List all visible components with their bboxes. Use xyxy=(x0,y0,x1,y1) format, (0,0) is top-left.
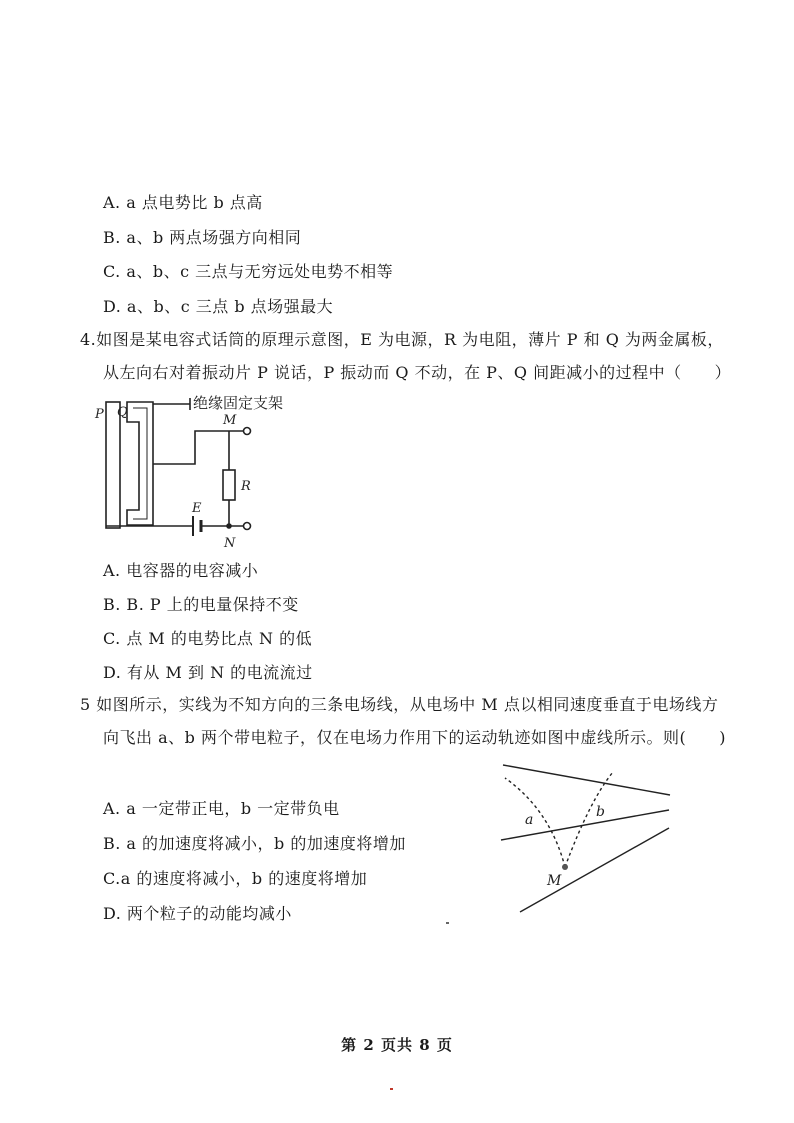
plate-q xyxy=(127,402,153,525)
q5-field-figure xyxy=(495,760,675,918)
q5-stem-line2: 向飞出 a、b 两个带电粒子，仅在电场力作用下的运动轨迹如图中虚线所示。则( ) xyxy=(103,728,726,747)
bracket-label: 绝缘固定支架 xyxy=(193,394,284,412)
q4-option-b: B. B. P 上的电量保持不变 xyxy=(103,595,299,614)
q4-stem-line2: 从左向右对着振动片 P 说话，P 振动而 Q 不动，在 P、Q 间距减小的过程中（ ） xyxy=(103,363,732,382)
label-q: Q xyxy=(117,405,128,420)
q4-option-c: C. 点 M 的电势比点 N 的低 xyxy=(103,629,313,648)
page-footer: 第 2 页共 8 页 xyxy=(341,1036,453,1054)
label-e: E xyxy=(192,501,202,516)
label-m: M xyxy=(223,413,237,428)
q5-stem-line1: 5 如图所示，实线为不知方向的三条电场线，从电场中 M 点以相同速度垂直于电场线方 xyxy=(80,695,719,714)
q5-option-c: C.a 的速度将减小，b 的速度将增加 xyxy=(103,869,368,888)
q4-option-a: A. 电容器的电容减小 xyxy=(103,561,259,580)
q5-option-d: D. 两个粒子的动能均减小 xyxy=(103,904,292,923)
resistor-r xyxy=(223,470,235,500)
label-n: N xyxy=(224,536,236,551)
label-p: P xyxy=(95,407,104,422)
q4-circuit-figure xyxy=(95,392,284,552)
label-a: a xyxy=(525,812,534,828)
point-m xyxy=(562,864,568,870)
label-r: R xyxy=(241,479,251,494)
field-line-top xyxy=(503,765,670,795)
q4-option-d: D. 有从 M 到 N 的电流流过 xyxy=(103,663,313,682)
q5-option-b: B. a 的加速度将减小，b 的加速度将增加 xyxy=(103,834,406,853)
q5-option-a: A. a 一定带正电，b 一定带负电 xyxy=(103,799,340,818)
scan-speck xyxy=(446,922,449,924)
label-b: b xyxy=(596,804,605,820)
q3-option-c: C. a、b、c 三点与无穷远处电势不相等 xyxy=(103,262,394,281)
label-m-point: M xyxy=(547,873,562,889)
scan-speck-red xyxy=(390,1088,393,1090)
field-line-bottom xyxy=(520,828,669,912)
trajectory-a xyxy=(505,778,565,867)
q4-stem-line1: 4.如图是某电容式话筒的原理示意图，E 为电源，R 为电阻，薄片 P 和 Q 为两金属板， xyxy=(80,330,724,349)
q3-option-a: A. a 点电势比 b 点高 xyxy=(103,193,263,212)
q3-option-b: B. a、b 两点场强方向相同 xyxy=(103,228,302,247)
plate-p xyxy=(106,402,120,528)
trajectory-b xyxy=(565,772,613,867)
q3-option-d: D. a、b、c 三点 b 点场强最大 xyxy=(103,297,334,316)
